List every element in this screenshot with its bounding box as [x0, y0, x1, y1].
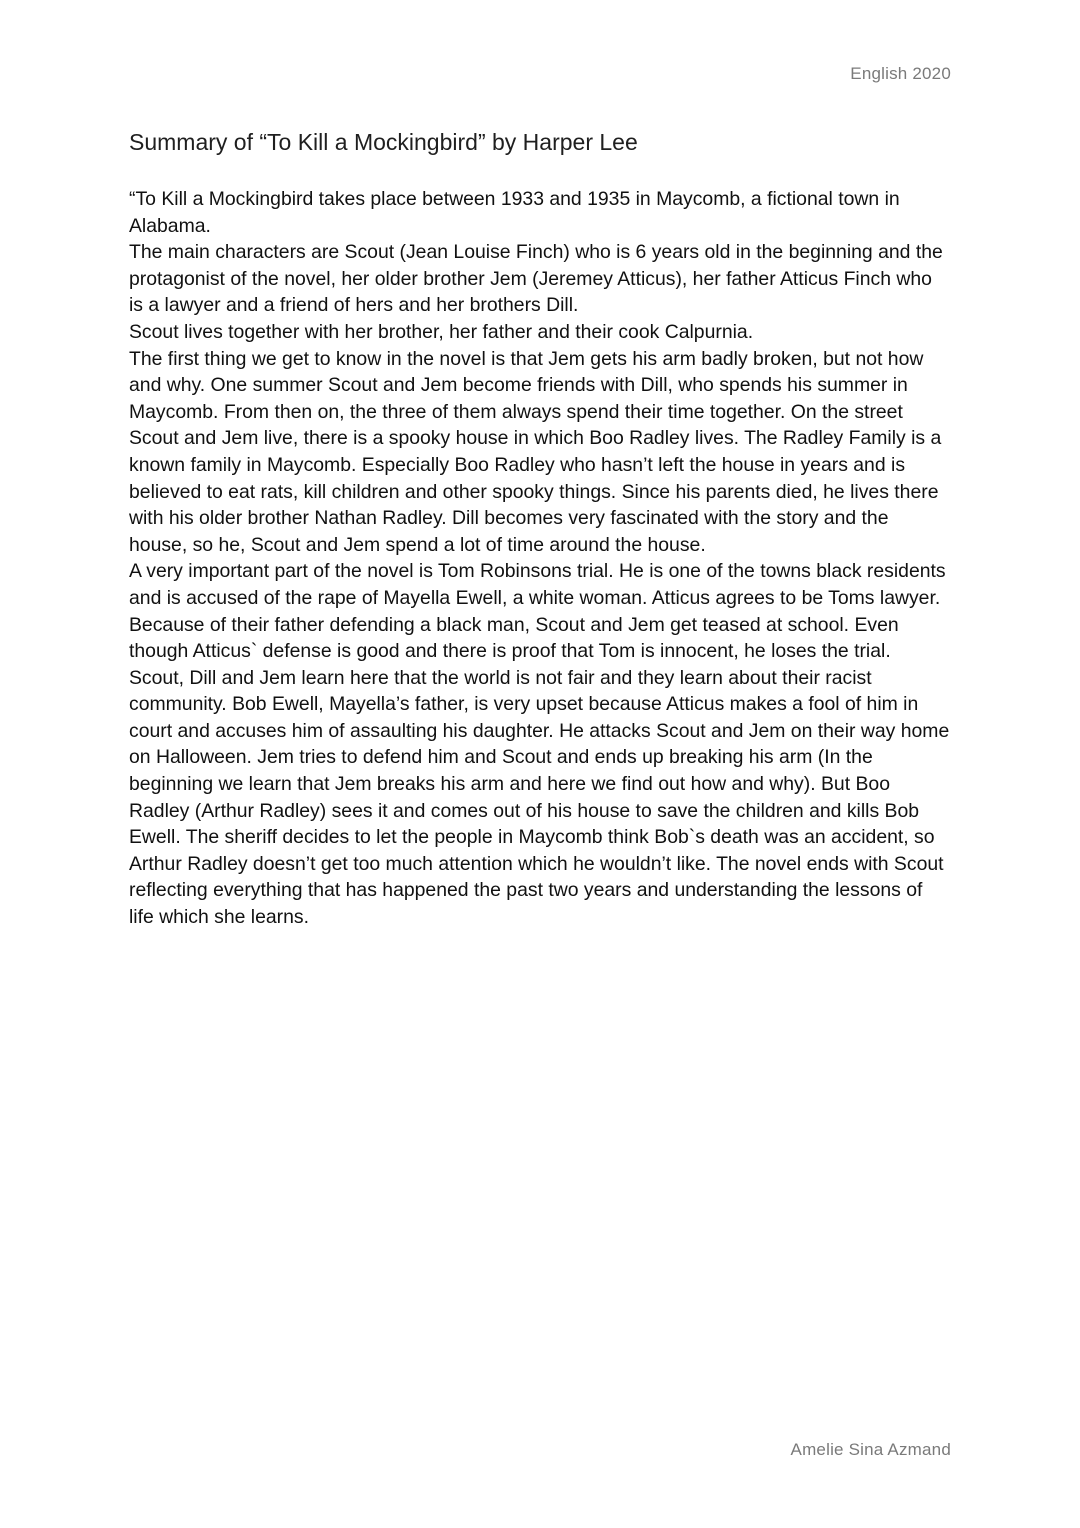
paragraph-characters: The main characters are Scout (Jean Louise Finch) who is 6 years old in the beginning and the protagonist of the novel, her older brother Jem (Jeremey Atticus), her father Atticus Finch who is a lawyer and a friend of hers and her brothers Dill. — [129, 241, 943, 317]
paragraph-setting: “To Kill a Mockingbird takes place between 1933 and 1935 in Maycomb, a fictional town in Alabama. — [129, 188, 900, 237]
document-title: Summary of “To Kill a Mockingbird” by Harper Lee — [129, 129, 638, 155]
author-name: Amelie Sina Azmand — [790, 1440, 951, 1459]
document-body — [129, 186, 951, 931]
paragraph-trial: A very important part of the novel is Tom Robinsons trial. He is one of the towns black residents and is accused of the rape of Mayella Ewell, a white woman. Atticus agrees to be Toms lawyer. Because of their father defending a black man, Scout and Jem get teased at school. Even though Atticus` defense is good and there is proof that Tom is innocent, he loses the trial. Scout, Dill and Jem learn here that the world is not fair and they learn about their racist community. Bob Ewell, Mayella’s father, is very upset because Atticus makes a fool of him in court and accuses him of assaulting his daughter. He attacks Scout and Jem on their way home on Halloween. Jem tries to defend him and Scout and ends up breaking his arm (In the beginning we learn that Jem breaks his arm and here we find out how and why). But Boo Radley (Arthur Radley) sees it and comes out of his house to save the children and kills Bob Ewell. The sheriff decides to let the people in Maycomb think Bob`s death was an accident, so Arthur Radley doesn’t get too much attention which he wouldn’t like. The novel ends with Scout reflecting everything that has happened the past two years and understanding the lessons of life which she learns. — [129, 560, 950, 929]
course-label: English 2020 — [850, 64, 951, 83]
paragraph-boo-radley: The first thing we get to know in the novel is that Jem gets his arm badly broken, but not how and why. One summer Scout and Jem become friends with Dill, who spends his summer in Maycomb. From then on, the three of them always spend their time together. On the street Scout and Jem live, there is a spooky house in which Boo Radley lives. The Radley Family is a known family in Maycomb. Especially Boo Radley who hasn’t left the house in years and is believed to eat rats, kill children and other spooky things. Since his parents died, he lives there with his older brother Nathan Radley. Dill becomes very fascinated with the story and the house, so he, Scout and Jem spend a lot of time around the house. — [129, 347, 942, 556]
paragraph-household: Scout lives together with her brother, her father and their cook Calpurnia. — [129, 320, 754, 343]
